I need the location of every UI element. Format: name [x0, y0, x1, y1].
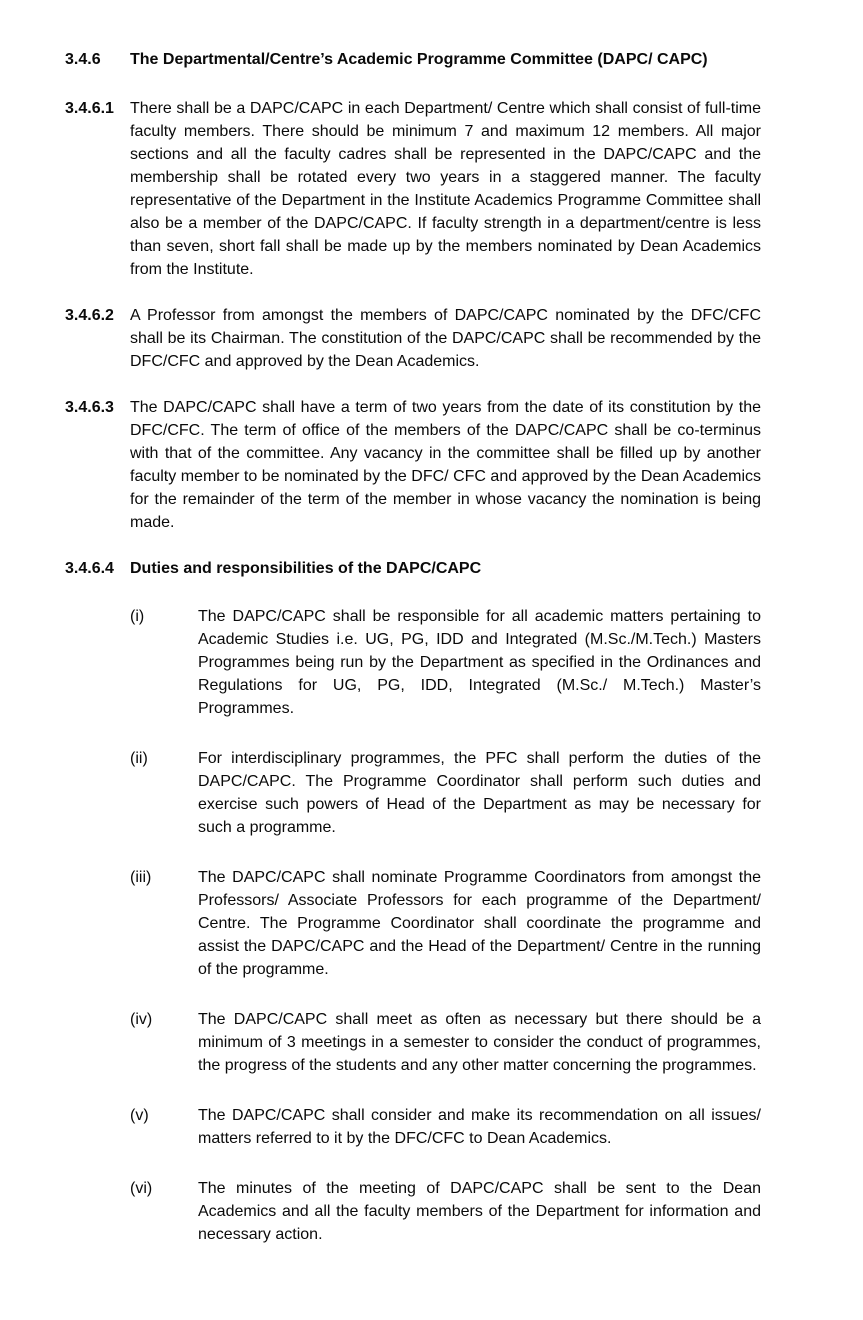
duty-item-label: (v) [130, 1107, 149, 1124]
duty-item-label: (iii) [130, 869, 152, 886]
section-heading [65, 48, 761, 71]
duty-item-vi [130, 1177, 761, 1246]
duty-item-text: The DAPC/CAPC shall nominate Programme Coordinators from amongst the Professors/ Associate Professors for each programme of the Department/ Centre. The Programme Coordinator shall coordinate the programme and assist the DAPC/CAPC and the Head of the Department/ Centre in the running of the programme. [198, 869, 761, 978]
duty-item-iii [130, 866, 761, 981]
section-heading-title: The Departmental/Centre’s Academic Programme Committee (DAPC/ CAPC) [130, 51, 708, 68]
duty-item-text: The DAPC/CAPC shall be responsible for all academic matters pertaining to Academic Studies i.e. UG, PG, IDD and Integrated (M.Sc./M.Tech.) Masters Programmes being run by the Department as specified in the Ordinances and Regulations for UG, PG, IDD, Integrated (M.Sc./ M.Tech.) Master’s Programmes. [198, 608, 761, 717]
duties-heading [65, 557, 761, 580]
clause-text: The DAPC/CAPC shall have a term of two years from the date of its constitution by the DFC/CFC. The term of office of the members of the DAPC/CAPC shall be co-terminus with that of the committee. Any vacancy in the committee shall be filled up by another faculty member to be nominated by the DFC/ CFC and approved by the Dean Academics for the remainder of the term of the member in whose vacancy the nomination is being made. [130, 399, 761, 531]
duty-item-ii [130, 747, 761, 839]
clause-number: 3.4.6.3 [65, 399, 114, 416]
duty-item-v [130, 1104, 761, 1150]
duties-heading-title: Duties and responsibilities of the DAPC/CAPC [130, 560, 482, 577]
duties-list [130, 605, 761, 1246]
clause-text: There shall be a DAPC/CAPC in each Department/ Centre which shall consist of full-time faculty members. There should be minimum 7 and maximum 12 members. All major sections and all the faculty cadres shall be represented in the DAPC/CAPC and the membership shall be rotated every two years in a staggered manner. The faculty representative of the Department in the Institute Academics Programme Committee shall also be a member of the DAPC/CAPC. If faculty strength in a department/centre is less than seven, short fall shall be made up by the members nominated by Dean Academics from the Institute. [130, 100, 761, 278]
duty-item-label: (iv) [130, 1011, 153, 1028]
duty-item-i [130, 605, 761, 720]
section-heading-number: 3.4.6 [65, 51, 101, 68]
duty-item-iv [130, 1008, 761, 1077]
clause-text: A Professor from amongst the members of DAPC/CAPC nominated by the DFC/CFC shall be its Chairman. The constitution of the DAPC/CAPC shall be recommended by the DFC/CFC and approved by the Dean Academics. [130, 307, 761, 370]
duty-item-text: The DAPC/CAPC shall consider and make its recommendation on all issues/ matters referred to it by the DFC/CFC to Dean Academics. [198, 1107, 761, 1147]
clause-number: 3.4.6.1 [65, 100, 114, 117]
clause-number: 3.4.6.4 [65, 560, 114, 577]
duty-item-label: (vi) [130, 1180, 153, 1197]
duty-item-label: (ii) [130, 750, 148, 767]
clause-3-4-6-3 [65, 396, 761, 534]
duty-item-label: (i) [130, 608, 145, 625]
duty-item-text: The minutes of the meeting of DAPC/CAPC shall be sent to the Dean Academics and all the faculty members of the Department for information and necessary action. [198, 1180, 761, 1243]
duty-item-text: For interdisciplinary programmes, the PFC shall perform the duties of the DAPC/CAPC. The Programme Coordinator shall perform such duties and exercise such powers of Head of the Department as may be necessary for such a programme. [198, 750, 761, 836]
clause-number: 3.4.6.2 [65, 307, 114, 324]
clause-3-4-6-2 [65, 304, 761, 373]
clause-3-4-6-1 [65, 97, 761, 281]
duty-item-text: The DAPC/CAPC shall meet as often as necessary but there should be a minimum of 3 meetings in a semester to consider the conduct of programmes, the progress of the students and any other matter concerning the programmes. [198, 1011, 761, 1074]
